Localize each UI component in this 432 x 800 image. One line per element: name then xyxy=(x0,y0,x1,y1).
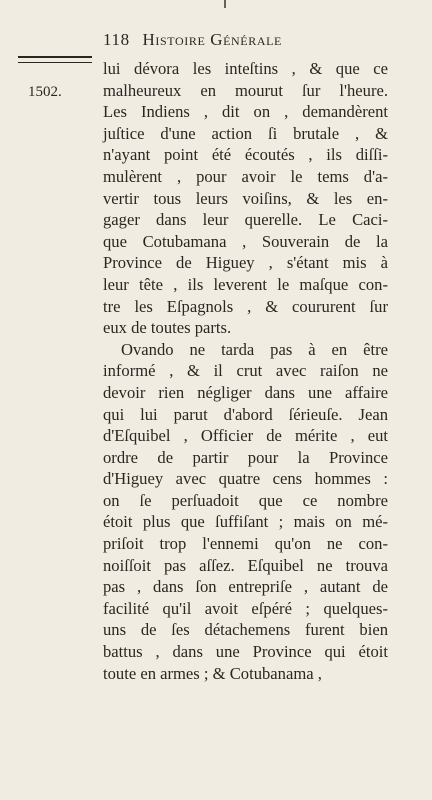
text-line: priſoit trop l'ennemi qu'on ne con- xyxy=(103,534,388,554)
text-line: battus , dans une Province qui étoit xyxy=(103,642,388,662)
text-line: d'Higuey avec quatre cens hommes : xyxy=(103,469,388,489)
text-line: que Cotubamana , Souverain de la xyxy=(103,231,388,251)
paragraph xyxy=(103,339,388,685)
ornamental-rule xyxy=(18,56,92,63)
text-line: leur tête , ils leverent le maſque con- xyxy=(103,274,388,294)
text-line: mulèrent , pour avoir le tems d'a- xyxy=(103,166,388,186)
text-line: lui dévora les inteſtins , & que ce xyxy=(103,59,388,78)
paragraphs xyxy=(103,58,388,684)
text-line: étoit plus que ſuffiſant ; mais on mé- xyxy=(103,512,388,532)
text-line: ordre de partir pour la Province xyxy=(103,447,388,467)
text-line: Ovando ne tarda pas à en être xyxy=(121,339,388,359)
body-text xyxy=(103,58,388,684)
text-line: d'Eſquibel , Officier de mérite , eut xyxy=(103,426,388,446)
text-line: tre les Eſpagnols , & coururent ſur xyxy=(103,296,388,316)
text-line: facilité qu'il avoit eſpéré ; quelques- xyxy=(103,598,388,618)
running-title: Histoire Générale xyxy=(142,30,282,49)
running-head xyxy=(103,30,403,50)
text-line: uns de ſes détachemens furent bien xyxy=(103,620,388,640)
text-line: toute en armes ; & Cotubanama , xyxy=(103,663,322,683)
text-line: devoir rien négliger dans une affaire xyxy=(103,382,388,402)
text-line: Les Indiens , dit on , demandèrent xyxy=(103,102,388,122)
page-number: 118 xyxy=(103,30,130,49)
margin-year-note: 1502. xyxy=(28,84,62,100)
ink-speck xyxy=(224,0,226,8)
text-line: pas , dans ſon entrepriſe , autant de xyxy=(103,577,388,597)
text-line: eux de toutes parts. xyxy=(103,318,232,338)
text-line: noiſſoit pas aſſez. Eſquibel ne trouva xyxy=(103,555,388,575)
paragraph xyxy=(103,58,388,339)
text-line: malheureux en mourut ſur l'heure. xyxy=(103,80,388,100)
text-line: gager dans leur querelle. Le Caci- xyxy=(103,210,388,230)
text-line: on ſe perſuadoit que ce nombre xyxy=(103,490,388,510)
text-line: qui lui parut d'abord ſérieuſe. Jean xyxy=(103,404,388,424)
text-line: n'ayant point été écoutés , ils diſſi- xyxy=(103,145,388,165)
text-line: juſtice d'une action ſi brutale , & xyxy=(103,123,388,143)
text-line: vertir tous leurs voiſins, & les en- xyxy=(103,188,388,208)
text-line: informé , & il crut avec raiſon ne xyxy=(103,361,388,381)
text-line: Province de Higuey , s'étant mis à xyxy=(103,253,388,273)
